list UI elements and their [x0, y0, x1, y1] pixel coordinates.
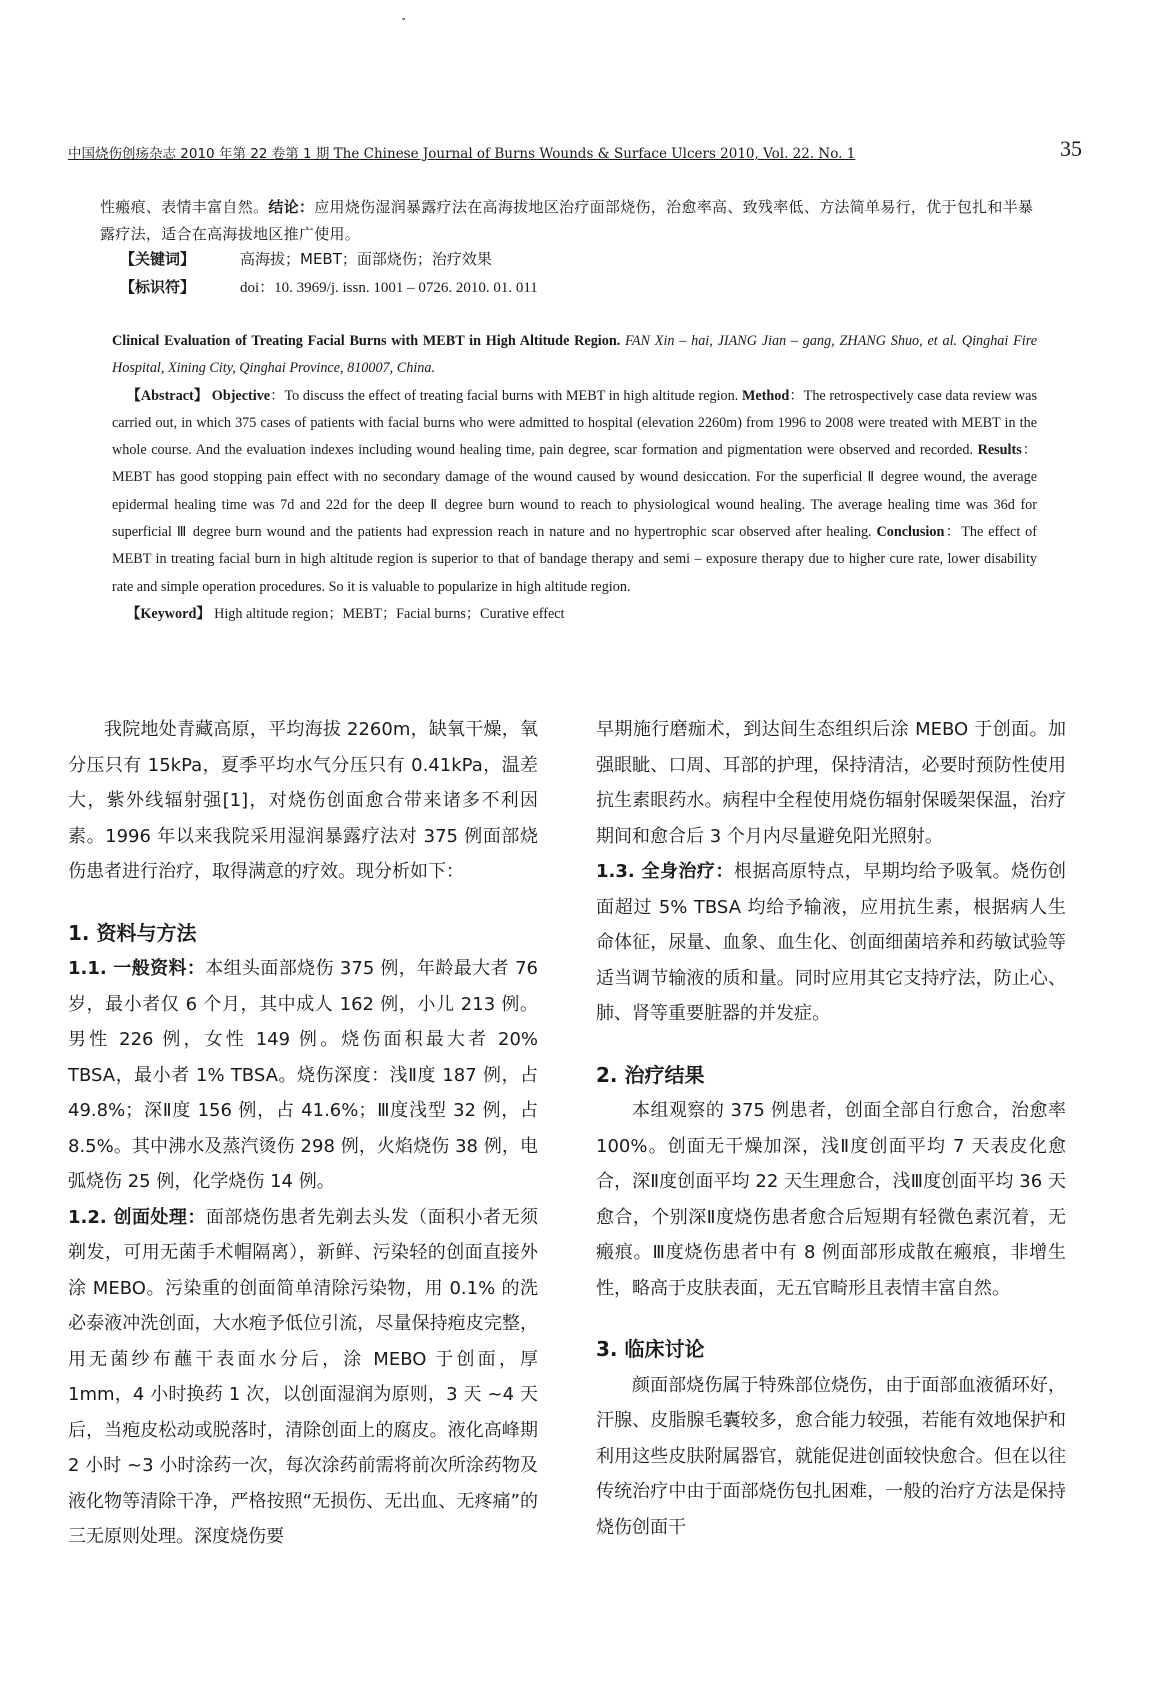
en-keywords-text: High altitude region；MEBT；Facial burns；Curative effect — [214, 605, 565, 622]
page-number: 35 — [1060, 136, 1082, 161]
en-method-label: Method — [741, 387, 790, 404]
section-1-1-text: 本组头面部烧伤 375 例，年龄最大者 76 岁，最小者仅 6 个月，其中成人 162 例，小儿 213 例。男性 226 例，女性 149 例。烧伤面积最大者 20% TBSA，最小者 1% TBSA。烧伤深度：浅Ⅱ度 187 例，占 49.8%；深Ⅱ度 156 例，占 41.6%；Ⅲ度浅型 32 例，占 8.5%。其中沸水及蒸汽烫伤 298 例，火焰烧伤 38 例，电弧烧伤 25 例，化学烧伤 14 例。 — [68, 958, 538, 1192]
body-right-column — [596, 712, 1066, 1545]
section-1-2-label: 1.2. 创面处理： — [68, 1206, 206, 1228]
section-2-text: 本组观察的 375 例患者，创面全部自行愈合，治愈率 100%。创面无干燥加深，浅Ⅱ度创面平均 7 天表皮化愈合，深Ⅱ度创面平均 22 天生理愈合，浅Ⅲ度创面平均 36 天愈合，个别深Ⅱ度烧伤患者愈合后短期有轻微色素沉着，无瘢痕。Ⅲ度烧伤患者中有 8 例面部形成散在瘢痕，非增生性，略高于皮肤表面，无五官畸形且表情丰富自然。 — [596, 1100, 1066, 1299]
section-1-2-text: 面部烧伤患者先剃去头发（面积小者无须剃发，可用无菌手术帽隔离），新鲜、污染轻的创面直接外涂 MEBO。污染重的创面简单清除污染物，用 0.1% 的洗必泰液冲洗创面，大水疱予低位引流，尽量保持疱皮完整，用无菌纱布蘸干表面水分后，涂 MEBO 于创面，厚 1mm，4 小时换药 1 次，以创面湿润为原则，3 天 ~4 天后，当疱皮松动或脱落时，清除创面上的腐皮。液化高峰期 2 小时 ~3 小时涂药一次，每次涂药前需将前次所涂药物及液化物等清除干净，严格按照“无损伤、无出血、无疼痛”的三无原则处理。深度烧伤要 — [68, 1206, 539, 1547]
intro-paragraph: 我院地处青藏高原，平均海拔 2260m，缺氧干燥，氧分压只有 15kPa，夏季平均水气分压只有 0.41kPa，温差大，紫外线辐射强[1]，对烧伤创面愈合带来诸多不利因素。1996 年以来我院采用湿润暴露疗法对 375 例面部烧伤患者进行治疗，取得满意的疗效。现分析如下： — [68, 719, 538, 882]
section-2-heading: 2. 治疗结果 — [596, 1062, 705, 1087]
section-1-1-paragraph — [68, 951, 538, 1200]
cn-identifier — [120, 276, 538, 297]
en-objective-label: Objective — [211, 387, 271, 404]
section-3-text: 颜面部烧伤属于特殊部位烧伤，由于面部血液循环好，汗腺、皮脂腺毛囊较多，愈合能力较强，若能有效地保护和利用这些皮肤附属器官，就能促进创面较快愈合。但在以往传统治疗中由于面部烧伤包扎困难，一般的治疗方法是保持烧伤创面干 — [596, 1374, 1066, 1538]
section-3-heading: 3. 临床讨论 — [596, 1337, 705, 1361]
cn-keywords-label: 【关键词】 — [120, 250, 196, 268]
en-keyword-label: 【Keyword】 — [126, 605, 211, 622]
journal-name-en: The Chinese Journal of Burns Wounds & Surface Ulcers 2010, Vol. 22. No. 1 — [333, 146, 856, 162]
section-1-2-paragraph — [68, 1200, 538, 1555]
cn-keywords — [120, 248, 492, 269]
section-1-3-paragraph — [596, 854, 1066, 1032]
section-1-3-text: 根据高原特点，早期均给予吸氧。烧伤创面超过 5% TBSA 均给予输液，应用抗生素，根据病人生命体征，尿量、血象、血生化、创面细菌培养和药敏试验等适当调节输液的质和量。同时应用其它支持疗法，防止心、肺、肾等重要脏器的并发症。 — [596, 861, 1067, 1024]
cn-conclusion-label: 结论： — [268, 198, 315, 216]
en-conclusion-label: Conclusion — [876, 524, 945, 541]
section-1-2-continued: 早期施行磨痂术，到达间生态组织后涂 MEBO 于创面。加强眼眦、口周、耳部的护理，保持清洁，必要时预防性使用抗生素眼药水。病程中全程使用烧伤辐射保暖架保温，治疗期间和愈合后 3 个月内尽量避免阳光照射。 — [596, 719, 1066, 847]
body-left-column — [68, 712, 538, 1555]
english-abstract — [112, 328, 1037, 628]
cn-abstract-tail — [100, 194, 1040, 248]
cn-keywords-value: 高海拔；MEBT；面部烧伤；治疗效果 — [240, 250, 492, 268]
en-title: Clinical Evaluation of Treating Facial Burns with MEBT in High Altitude Region. — [112, 333, 621, 349]
cn-identifier-label: 【标识符】 — [120, 278, 196, 296]
section-1-heading: 1. 资料与方法 — [68, 920, 197, 945]
running-header — [68, 136, 1082, 166]
section-1-1-label: 1.1. 一般资料： — [68, 958, 206, 979]
en-conclusion-text: ：The effect of MEBT in treating facial burn in high altitude region is superior to that of bandage therapy and semi – exposure therapy due to higher cure rate, lower disability rate and simple operation procedures. So it is valuable to popularize in high altitude region. — [112, 524, 1037, 595]
journal-citation — [68, 142, 855, 162]
doi-value: doi：10. 3969/j. issn. 1001 – 0726. 2010. 01. 011 — [240, 280, 538, 296]
en-abstract-label: 【Abstract】 — [126, 387, 209, 404]
en-method-text: ：The retrospectively case data review was carried out, in which 375 cases of patients with facial burns who were admitted to hospital (elevation 2260m) from 1996 to 2008 were treated with MEBT in the whole course. And the evaluation indexes including wound healing time, pain degree, scar formation and pigmentation were observed and recorded. — [112, 387, 1037, 459]
en-authors: FAN Xin – hai, JIANG Jian – gang, ZHANG Shuo, et al. Qinghai Fire Hospital, Xining City, Qinghai Province, 810007, China. — [112, 333, 1038, 377]
en-results-text: ：MEBT has good stopping pain effect with no secondary damage of the wound caused by wound desiccation. For the superficial Ⅱ degree wound, the average epidermal healing time was 7d and 22d for the deep Ⅱ degree burn wound to reach to physiological wound healing. The average healing time was 36d for superficial Ⅲ degree burn wound and the patients had expression reach in nature and no hypertrophic scar observed after healing. — [112, 442, 1037, 541]
scan-mark — [402, 18, 405, 20]
section-1-3-label: 1.3. 全身治疗： — [596, 861, 734, 882]
cn-abstract-results-tail: 性瘢痕、表情丰富自然。 — [100, 198, 269, 216]
en-objective-text: ：To discuss the effect of treating facial burns with MEBT in high altitude region. — [270, 387, 739, 404]
journal-name-cn: 中国烧伤创疡杂志 2010 年第 22 卷第 1 期 — [68, 146, 330, 162]
en-results-label: Results — [977, 442, 1022, 459]
cn-conclusion-text: 应用烧伤湿润暴露疗法在高海拔地区治疗面部烧伤，治愈率高、致残率低、方法简单易行，优于包扎和半暴露疗法，适合在高海拔地区推广使用。 — [100, 198, 1034, 243]
